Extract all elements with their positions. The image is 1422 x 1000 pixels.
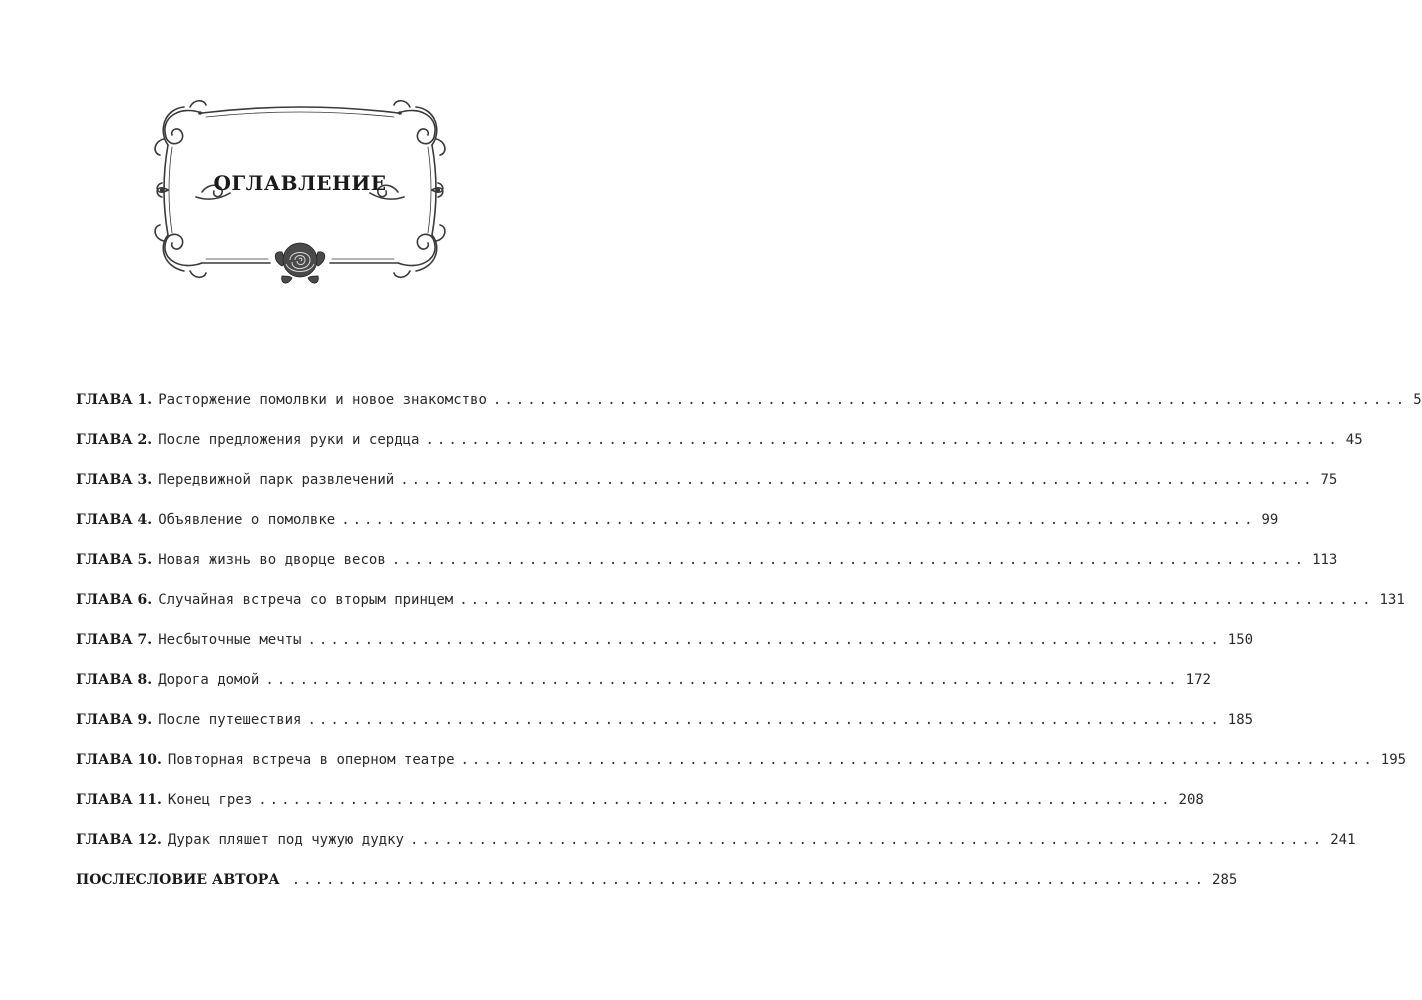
toc-entry: [76, 832, 1356, 872]
page-number: 45: [1345, 432, 1363, 448]
toc-entry: [76, 672, 1211, 712]
chapter-label: ГЛАВА 1.: [76, 392, 153, 408]
chapter-title: После путешествия: [158, 712, 302, 728]
toc-entry: [76, 592, 1405, 632]
toc-entry: [76, 632, 1254, 672]
chapter-label: ПОСЛЕСЛОВИЕ АВТОРА: [76, 872, 280, 888]
chapter-label: ГЛАВА 10.: [76, 752, 162, 768]
chapter-label: ГЛАВА 12.: [76, 832, 162, 848]
chapter-label: ГЛАВА 11.: [76, 792, 162, 808]
page-number: 185: [1227, 712, 1254, 728]
page-number: 172: [1185, 672, 1211, 688]
dot-leader: ................................................................................: [307, 712, 1222, 728]
dot-leader: ................................................................................: [460, 752, 1375, 768]
page-number: 285: [1212, 872, 1238, 888]
dot-leader: ................................................................................: [258, 792, 1173, 808]
chapter-title: Повторная встреча в оперном театре: [167, 752, 455, 768]
dot-leader: ................................................................................: [341, 512, 1256, 528]
toc-entry: [76, 752, 1407, 792]
toc-entry: [76, 872, 1238, 912]
chapter-label: ГЛАВА 9.: [76, 712, 153, 728]
chapter-title: Конец грез: [167, 792, 253, 808]
chapter-title: Несбыточные мечты: [158, 632, 302, 648]
page-title: ОГЛАВЛЕНИЕ: [213, 171, 387, 195]
chapter-label: ГЛАВА 2.: [76, 432, 153, 448]
table-of-contents: [76, 392, 1422, 912]
chapter-title: Новая жизнь во дворце весов: [158, 552, 386, 568]
dot-leader: ................................................................................: [492, 392, 1408, 408]
page-number: 131: [1379, 592, 1405, 608]
chapter-title: Объявление о помолвке: [158, 512, 336, 528]
chapter-label: ГЛАВА 7.: [76, 632, 153, 648]
toc-entry: [76, 512, 1279, 552]
chapter-title: Расторжение помолвки и новое знакомство: [158, 392, 487, 408]
chapter-label: ГЛАВА 4.: [76, 512, 153, 528]
page-number: 5: [1413, 392, 1422, 408]
page-number: 208: [1178, 792, 1204, 808]
toc-entry: [76, 472, 1338, 512]
toc-entry: [76, 712, 1254, 752]
rose-icon: [270, 230, 330, 290]
chapter-label: ГЛАВА 8.: [76, 672, 153, 688]
toc-entry: [76, 432, 1363, 472]
chapter-title: Дурак пляшет под чужую дудку: [167, 832, 404, 848]
chapter-label: ГЛАВА 3.: [76, 472, 153, 488]
page-number: 195: [1380, 752, 1407, 768]
dot-leader: ................................................................................: [459, 592, 1374, 608]
page-number: 150: [1227, 632, 1254, 648]
dot-leader: ................................................................................: [307, 632, 1222, 648]
toc-entry: [76, 792, 1204, 832]
toc-header-ornament: [150, 95, 450, 295]
chapter-title: Дорога домой: [158, 672, 260, 688]
dot-leader: ................................................................................: [391, 552, 1307, 568]
dot-leader: ................................................................................: [409, 832, 1325, 848]
chapter-label: ГЛАВА 5.: [76, 552, 153, 568]
toc-entry: [76, 392, 1422, 432]
chapter-title: Передвижной парк развлечений: [158, 472, 395, 488]
dot-leader: ................................................................................: [400, 472, 1315, 488]
dot-leader: ................................................................................: [265, 672, 1180, 688]
page-number: 241: [1330, 832, 1356, 848]
chapter-title: Случайная встреча со вторым принцем: [158, 592, 454, 608]
toc-entry: [76, 552, 1338, 592]
page-number: 99: [1261, 512, 1279, 528]
chapter-title: После предложения руки и сердца: [158, 432, 420, 448]
chapter-label: ГЛАВА 6.: [76, 592, 153, 608]
page-number: 75: [1320, 472, 1338, 488]
dot-leader: ................................................................................: [425, 432, 1340, 448]
dot-leader: ................................................................................: [291, 872, 1207, 888]
page-number: 113: [1312, 552, 1338, 568]
